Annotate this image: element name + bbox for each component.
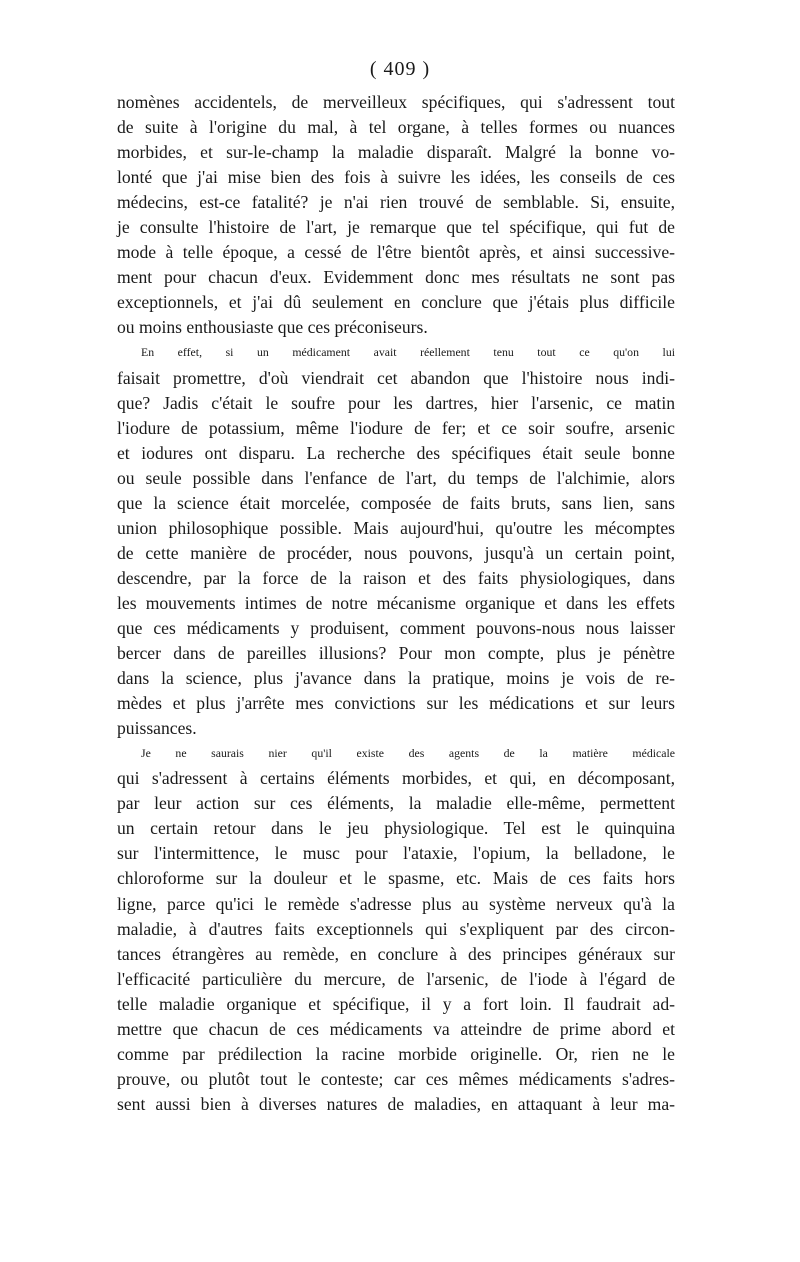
text-line: telle maladie organique et spécifique, il y a fort loin. Il faudrait ad- (117, 993, 675, 1014)
text-line: mèdes et plus j'arrête mes convictions sur les médications et sur leurs (117, 693, 675, 714)
text-line: lonté que j'ai mise bien des fois à suivre les idées, les conseils de ces (117, 167, 675, 188)
text-line: descendre, par la force de la raison et des faits physiologiques, dans (117, 567, 675, 588)
text-line: ment pour chacun d'eux. Evidemment donc mes résultats ne sont pas (117, 267, 675, 288)
text-line: par leur action sur ces éléments, la maladie elle-même, permettent (117, 793, 675, 814)
text-line: que la science était morcelée, composée de faits bruts, sans lien, sans (117, 492, 675, 513)
text-line: ou seule possible dans l'enfance de l'art, du temps de l'alchimie, alors (117, 467, 675, 488)
page-number: ( 409 ) (369, 58, 431, 80)
text-line: médecins, est-ce fatalité? je n'ai rien trouvé de semblable. Si, ensuite, (117, 192, 675, 213)
text-line: nomènes accidentels, de merveilleux spécifiques, qui s'adressent tout (117, 92, 675, 112)
text-line: tances étrangères au remède, en conclure à des principes généraux sur (117, 943, 675, 964)
text-line: mettre que chacun de ces médicaments va atteindre de prime abord et (117, 1018, 675, 1039)
text-line: les mouvements intimes de notre mécanisme organique et dans les effets (117, 592, 675, 613)
text-line: et iodures ont disparu. La recherche des spécifiques était seule bonne (117, 442, 675, 463)
text-line: chloroforme sur la douleur et le spasme, etc. Mais de ces faits hors (117, 868, 675, 889)
text-line: je consulte l'histoire de l'art, je remarque que tel spécifique, qui fut de (117, 217, 675, 238)
text-line: puissances. (117, 718, 197, 739)
text-line: sent aussi bien à diverses natures de maladies, en attaquant à leur ma- (117, 1093, 675, 1114)
text-line: exceptionnels, et j'ai dû seulement en conclure que j'étais plus difficile (117, 292, 675, 313)
text-line: En effet, si un médicament avait réellement tenu tout ce qu'on lui (141, 345, 675, 360)
text-line: sur l'intermittence, le musc pour l'ataxie, l'opium, la belladone, le (117, 843, 675, 864)
text-line: bercer dans de pareilles illusions? Pour mon compte, plus je pénètre (117, 643, 675, 664)
text-line: prouve, ou plutôt tout le conteste; car ces mêmes médicaments s'adres- (117, 1068, 675, 1089)
text-line: comme par prédilection la racine morbide originelle. Or, rien ne le (117, 1043, 675, 1064)
text-line: dans la science, plus j'avance dans la pratique, moins je vois de re- (117, 668, 675, 689)
text-line: maladie, à d'autres faits exceptionnels qui s'expliquent par des circon- (117, 918, 675, 939)
text-line: qui s'adressent à certains éléments morbides, et qui, en décomposant, (117, 768, 675, 789)
text-line: union philosophique possible. Mais aujourd'hui, qu'outre les mécomptes (117, 517, 675, 538)
text-line: de suite à l'origine du mal, à tel organe, à telles formes ou nuances (117, 117, 675, 138)
text-line: mode à telle époque, a cessé de l'être bientôt après, et ainsi successive- (117, 242, 675, 263)
body-text (117, 90, 675, 1117)
text-line: l'iodure de potassium, même l'iodure de fer; et ce soir soufre, arsenic (117, 417, 675, 438)
text-line: un certain retour dans le jeu physiologique. Tel est le quinquina (117, 818, 675, 839)
text-line: morbides, et sur-le-champ la maladie disparaît. Malgré la bonne vo- (117, 142, 675, 163)
text-line: ou moins enthousiaste que ces préconiseurs. (117, 317, 428, 338)
text-line: faisait promettre, d'où viendrait cet abandon que l'histoire nous indi- (117, 367, 675, 388)
text-line: Je ne saurais nier qu'il existe des agents de la matière médicale (141, 746, 675, 761)
text-line: que? Jadis c'était le soufre pour les dartres, hier l'arsenic, ce matin (117, 392, 675, 413)
text-line: l'efficacité particulière du mercure, de l'arsenic, de l'iode à l'égard de (117, 968, 675, 989)
text-line: que ces médicaments y produisent, comment pouvons-nous nous laisser (117, 617, 675, 638)
text-line: ligne, parce qu'ici le remède s'adresse plus au système nerveux qu'à la (117, 893, 675, 914)
text-line: de cette manière de procéder, nous pouvons, jusqu'à un certain point, (117, 542, 675, 563)
